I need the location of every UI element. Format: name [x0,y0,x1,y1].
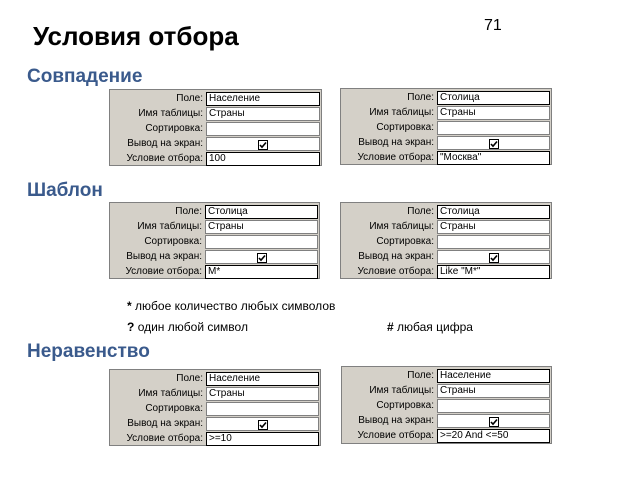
slide-title: Условия отбора [33,21,239,51]
grid-label-sort: Сортировка: [376,236,434,247]
grid-row-table-name [341,106,551,120]
checkmark-icon [490,140,498,148]
grid-row-field [341,205,551,219]
grid-label-show: Вывод на экран: [126,251,202,262]
grid-row-show [341,250,551,264]
grid-row-show [110,137,321,151]
grid-row-sort [110,122,321,136]
grid-row-field [110,205,319,219]
grid-label-table-name: Имя таблицы: [369,221,434,232]
query-grid-inequality-right [341,366,552,444]
grid-cell-criteria[interactable]: >=10 [206,432,319,446]
grid-row-sort [341,121,551,135]
grid-label-table-name: Имя таблицы: [138,388,203,399]
show-checkbox[interactable] [258,420,268,430]
grid-label-criteria: Условие отбора: [126,433,203,444]
show-checkbox[interactable] [489,253,499,263]
grid-label-field: Поле: [407,370,434,381]
grid-row-sort [110,402,320,416]
grid-row-show [342,414,551,428]
note-hash-symbol: # [387,320,394,334]
query-grid-match-right [340,88,552,165]
show-checkbox[interactable] [489,417,499,427]
checkmark-icon [490,418,498,426]
grid-label-sort: Сортировка: [376,122,434,133]
grid-label-table-name: Имя таблицы: [369,385,434,396]
section-match-heading: Совпадение [27,66,143,87]
grid-cell-table-name[interactable]: Страны [206,107,320,121]
grid-row-field [341,91,551,105]
grid-cell-criteria[interactable]: "Москва" [437,151,550,165]
checkmark-icon [259,141,267,149]
grid-cell-table-name[interactable]: Страны [437,220,550,234]
grid-label-show: Вывод на экран: [358,251,434,262]
grid-cell-table-name[interactable]: Страны [205,220,318,234]
grid-label-show: Вывод на экран: [358,415,434,426]
grid-label-criteria: Условие отбора: [126,153,203,164]
grid-row-criteria [341,265,551,279]
grid-row-criteria [341,151,551,165]
note-hash [387,320,473,334]
grid-row-criteria [110,152,321,166]
grid-row-criteria [110,432,320,446]
section-pattern-heading: Шаблон [27,180,103,201]
grid-cell-criteria[interactable]: М* [205,265,318,279]
grid-cell-field[interactable]: Население [206,92,320,106]
slide-number: 71 [484,17,502,34]
grid-label-criteria: Условие отбора: [357,266,434,277]
grid-label-table-name: Имя таблицы: [369,107,434,118]
note-star-text: любое количество любых символов [135,299,336,313]
grid-row-show [110,417,320,431]
grid-row-field [342,369,551,383]
grid-row-show [110,250,319,264]
grid-row-table-name [110,387,320,401]
grid-cell-sort[interactable] [437,399,550,413]
note-question [127,320,248,334]
note-question-text: один любой символ [137,320,248,334]
grid-row-sort [110,235,319,249]
grid-row-criteria [342,429,551,443]
grid-cell-table-name[interactable]: Страны [437,106,550,120]
grid-cell-sort[interactable] [437,121,550,135]
checkmark-icon [258,254,266,262]
grid-row-table-name [110,107,321,121]
grid-cell-sort[interactable] [206,122,320,136]
grid-row-field [110,92,321,106]
grid-cell-show[interactable] [205,250,318,264]
grid-row-table-name [341,220,551,234]
grid-label-sort: Сортировка: [376,400,434,411]
checkmark-icon [490,254,498,262]
show-checkbox[interactable] [258,140,268,150]
grid-cell-sort[interactable] [206,402,319,416]
grid-cell-show[interactable] [437,250,550,264]
grid-label-sort: Сортировка: [145,123,203,134]
grid-cell-show[interactable] [206,137,320,151]
grid-cell-field[interactable]: Столица [437,91,550,105]
grid-row-table-name [110,220,319,234]
note-star [127,299,335,313]
show-checkbox[interactable] [489,139,499,149]
grid-row-criteria [110,265,319,279]
grid-cell-show[interactable] [206,417,319,431]
grid-label-show: Вывод на экран: [358,137,434,148]
grid-label-field: Поле: [407,206,434,217]
note-star-symbol: * [127,299,132,313]
grid-label-sort: Сортировка: [145,403,203,414]
grid-row-sort [342,399,551,413]
grid-cell-field[interactable]: Столица [205,205,318,219]
grid-cell-table-name[interactable]: Страны [437,384,550,398]
grid-label-show: Вывод на экран: [127,138,203,149]
grid-cell-show[interactable] [437,136,550,150]
grid-row-show [341,136,551,150]
grid-cell-criteria[interactable]: >=20 And <=50 [437,429,550,443]
grid-cell-field[interactable]: Население [206,372,319,386]
grid-label-field: Поле: [407,92,434,103]
grid-cell-criteria[interactable]: Like "М*" [437,265,550,279]
grid-cell-sort[interactable] [437,235,550,249]
grid-label-table-name: Имя таблицы: [137,221,202,232]
query-grid-match-left [109,89,322,166]
grid-label-sort: Сортировка: [144,236,202,247]
grid-label-table-name: Имя таблицы: [138,108,203,119]
grid-label-criteria: Условие отбора: [357,152,434,163]
grid-row-field [110,372,320,386]
grid-cell-field[interactable]: Население [437,369,550,383]
note-question-symbol: ? [127,320,135,334]
grid-label-criteria: Условие отбора: [125,266,202,277]
query-grid-pattern-right [340,202,552,279]
section-inequality-heading: Неравенство [27,341,150,362]
query-grid-inequality-left [109,369,321,446]
grid-cell-field[interactable]: Столица [437,205,550,219]
note-hash-text: любая цифра [397,320,473,334]
grid-label-criteria: Условие отбора: [357,430,434,441]
query-grid-pattern-left [109,202,320,279]
show-checkbox[interactable] [257,253,267,263]
checkmark-icon [259,421,267,429]
grid-cell-sort[interactable] [205,235,318,249]
grid-label-field: Поле: [175,206,202,217]
grid-cell-table-name[interactable]: Страны [206,387,319,401]
grid-label-show: Вывод на экран: [127,418,203,429]
grid-label-field: Поле: [176,373,203,384]
grid-row-table-name [342,384,551,398]
grid-cell-criteria[interactable]: 100 [206,152,320,166]
grid-cell-show[interactable] [437,414,550,428]
grid-row-sort [341,235,551,249]
grid-label-field: Поле: [176,93,203,104]
